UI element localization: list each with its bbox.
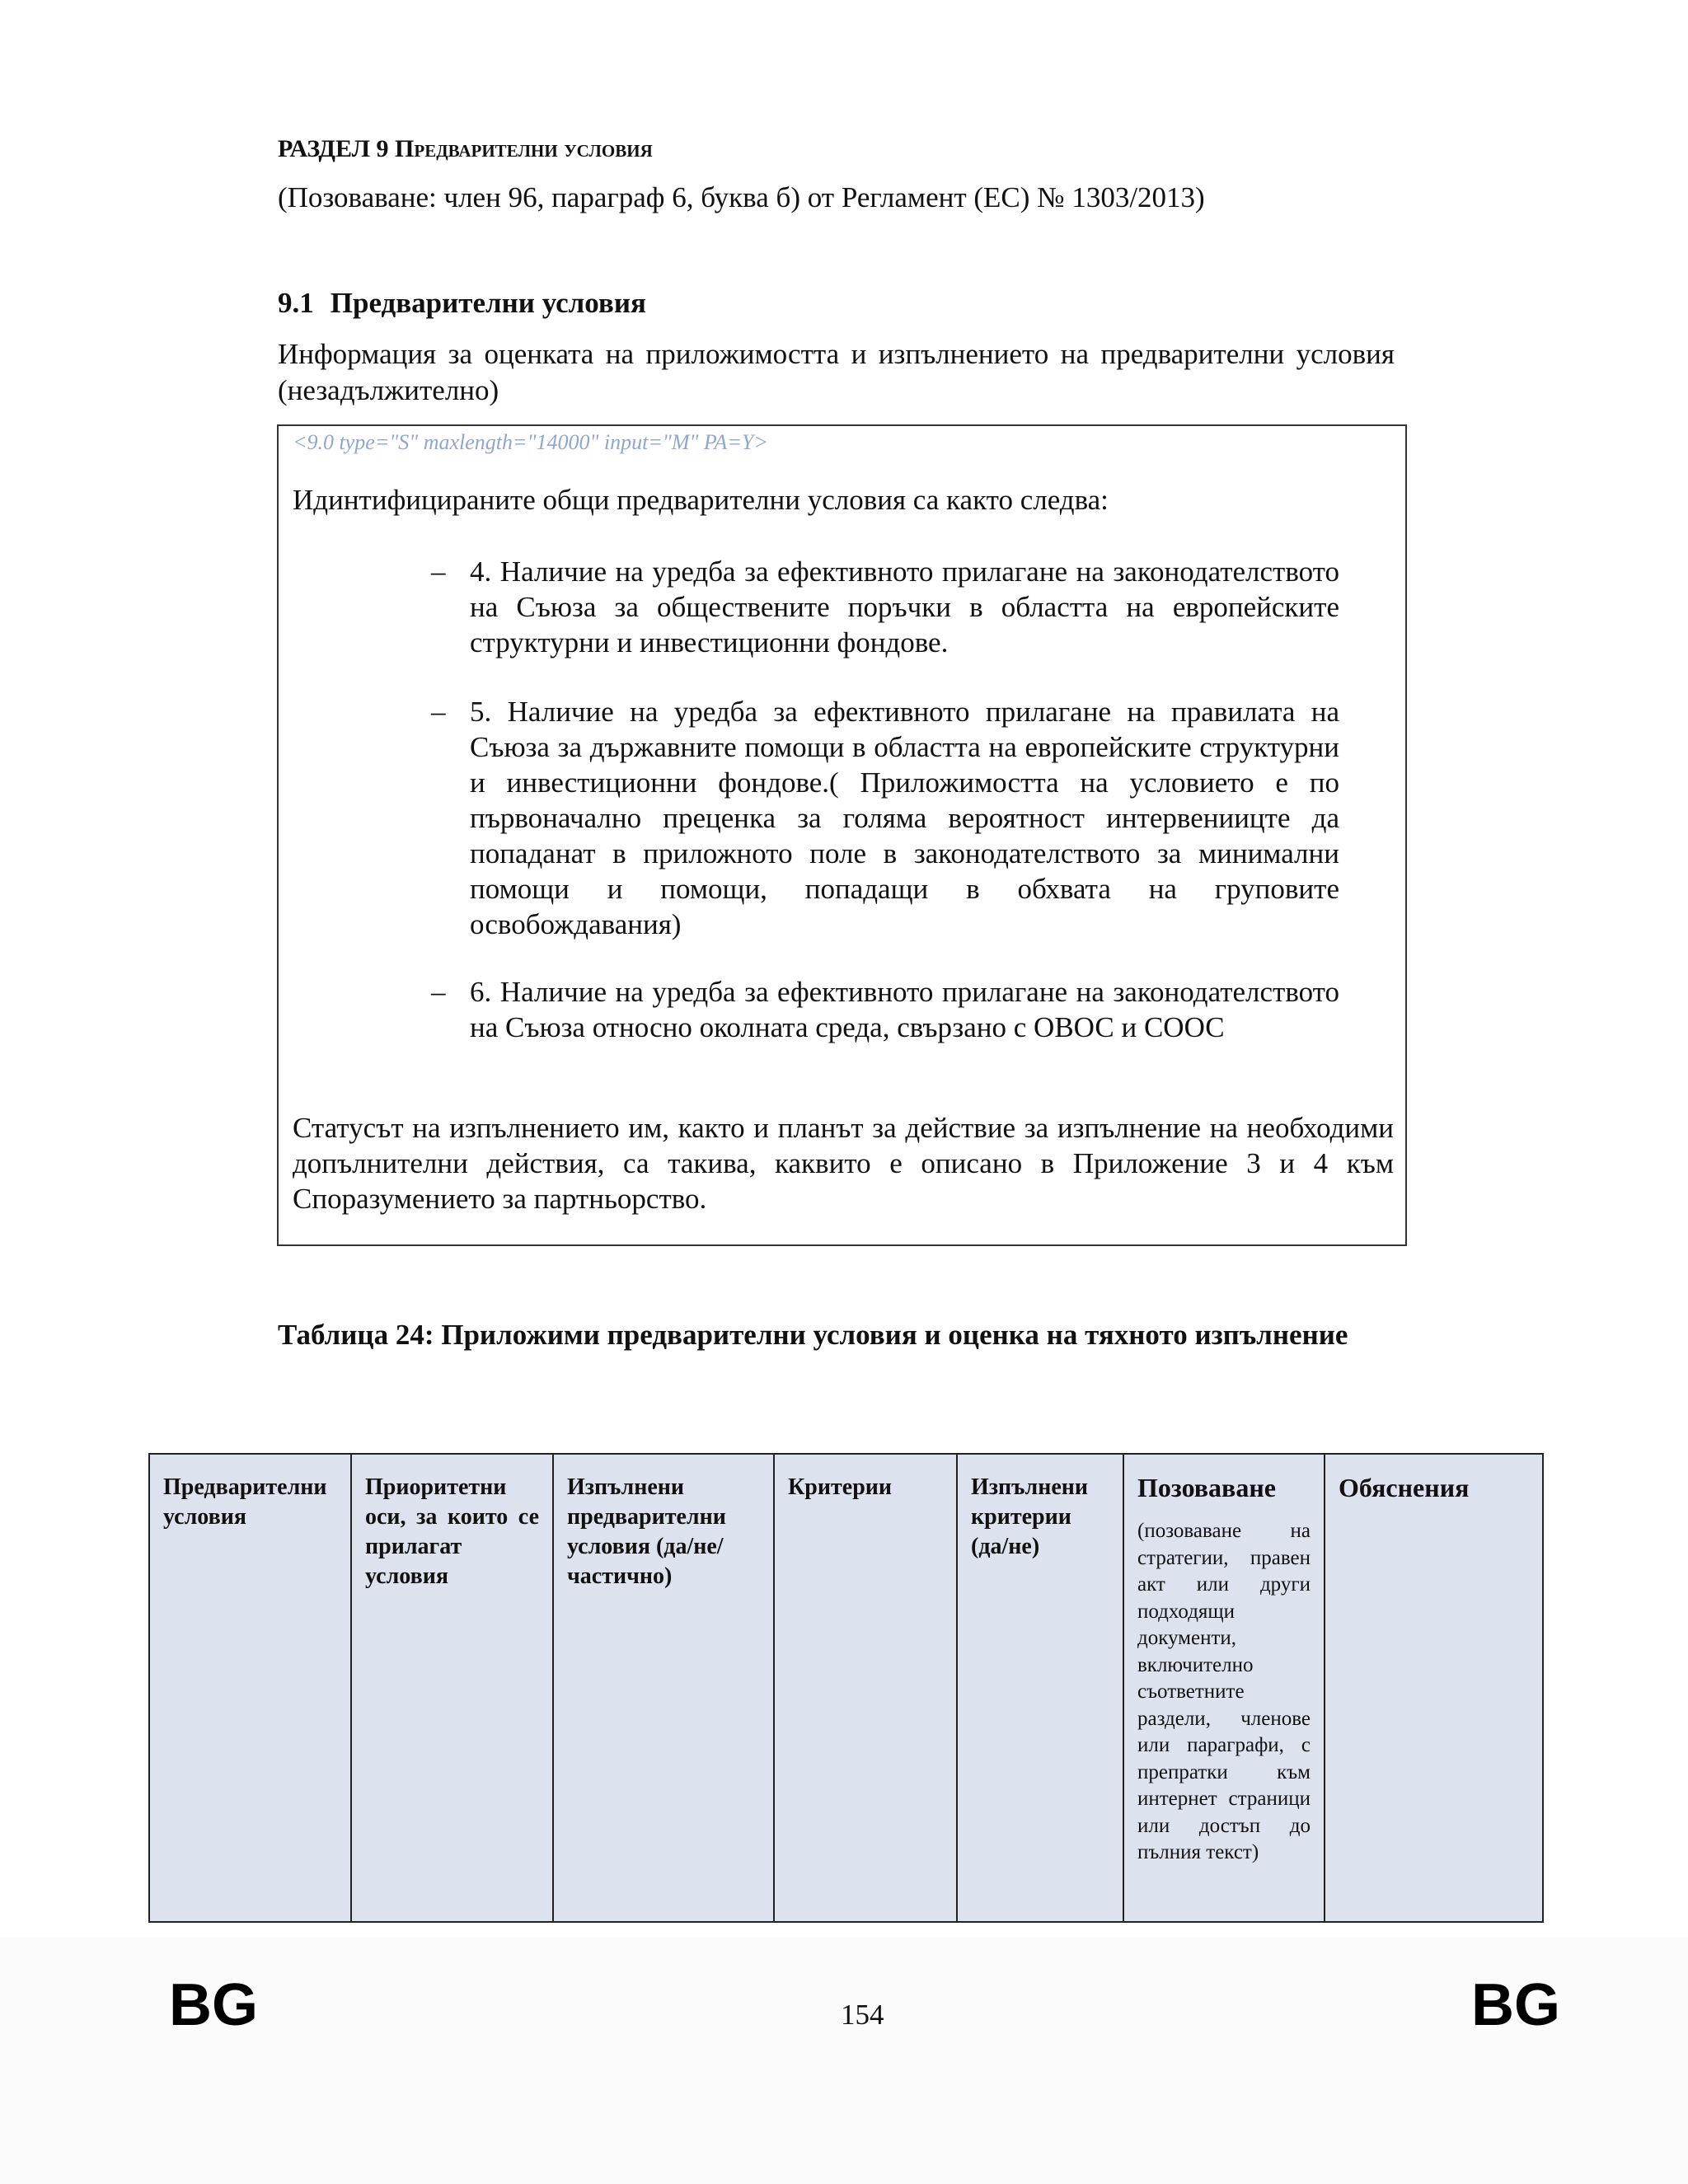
section-heading-prefix: РАЗДЕЛ 9 — [278, 135, 396, 162]
table-header-row — [149, 1454, 1543, 1922]
header-cell-explanations — [1325, 1454, 1543, 1922]
status-paragraph: Статусът на изпълнението им, както и планът за действие за изпълнение на необходими допълнителни действия, са такива, каквито е описано в Приложение 3 и 4 към Споразумението за партньорство. — [293, 1112, 1394, 1215]
box-lead-text: Идинтифицираните общи предварителни условия са както следва: — [293, 484, 1109, 516]
conditions-table — [148, 1453, 1544, 1923]
subsection-heading — [278, 287, 646, 320]
reference-header-label: Позоваване — [1137, 1473, 1276, 1502]
regulation-reference: (Позоваване: член 96, параграф 6, буква б) от Регламент (ЕС) № 1303/2013) — [278, 181, 1205, 213]
reference-header-note: (позоваване на стратегии, правен акт или други подходящи документи, включително съответните раздели, членове или параграфи, с препратки към интернет страници или достъп до пълния текст) — [1137, 1520, 1311, 1863]
explanations-header-label: Обяснения — [1339, 1473, 1470, 1502]
section-heading — [278, 135, 653, 163]
subsection-intro: Информация за оценката на приложимостта и изпълнението на предварителни условия (незадължително) — [278, 338, 1395, 406]
list-dash: – — [431, 976, 446, 1008]
section-heading-title: Предварителни условия — [395, 135, 653, 162]
subsection-number: 9.1 — [278, 287, 314, 319]
field-code: <9.0 type="S" maxlength="14000" input="M" PA=Y> — [293, 430, 768, 454]
header-cell-reference — [1123, 1454, 1325, 1922]
list-item: 4. Наличие на уредба за ефективното прилагане на законодателството на Съюза за обществените поръчки в областта на европейските структурни и инвестиционни фондове. — [470, 555, 1339, 658]
footer-left-label: BG — [169, 1972, 258, 2038]
header-cell-fulfilled-conditions: Изпълнени предварителни условия (да/не/частично) — [553, 1454, 774, 1922]
list-item: 5. Наличие на уредба за ефективното прилагане на правилата на Съюза за държавните помощи в областта на европейските структурни и инвестиционни фондове.( Приложимостта на условието е по първоначално преценка за голяма вероятност интервениицте да попаданат в приложното поле в законодателството за минимални помощи и помощи, попадащи в обхвата на груповите освобождавания) — [470, 696, 1339, 940]
header-cell-preconditions: Предварителни условия — [149, 1454, 351, 1922]
header-cell-fulfilled-criteria: Изпълнени критерии (да/не) — [957, 1454, 1123, 1922]
header-cell-criteria: Критерии — [774, 1454, 957, 1922]
list-item: 6. Наличие на уредба за ефективното прилагане на законодателството на Съюза относно околната среда, свързано с ОВОС и СООС — [470, 976, 1339, 1043]
table-title: Таблица 24: Приложими предварителни условия и оценка на тяхното изпълнение — [278, 1319, 1348, 1351]
list-dash: – — [431, 555, 446, 588]
header-cell-priority-axes: Приоритетни оси, за които се прилагат условия — [351, 1454, 553, 1922]
footer-right-label: BG — [1471, 1972, 1560, 2038]
page-number: 154 — [841, 1999, 884, 2031]
conditions-text-box — [277, 424, 1407, 1246]
subsection-title: Предварителни условия — [330, 287, 646, 319]
list-dash: – — [431, 696, 446, 728]
